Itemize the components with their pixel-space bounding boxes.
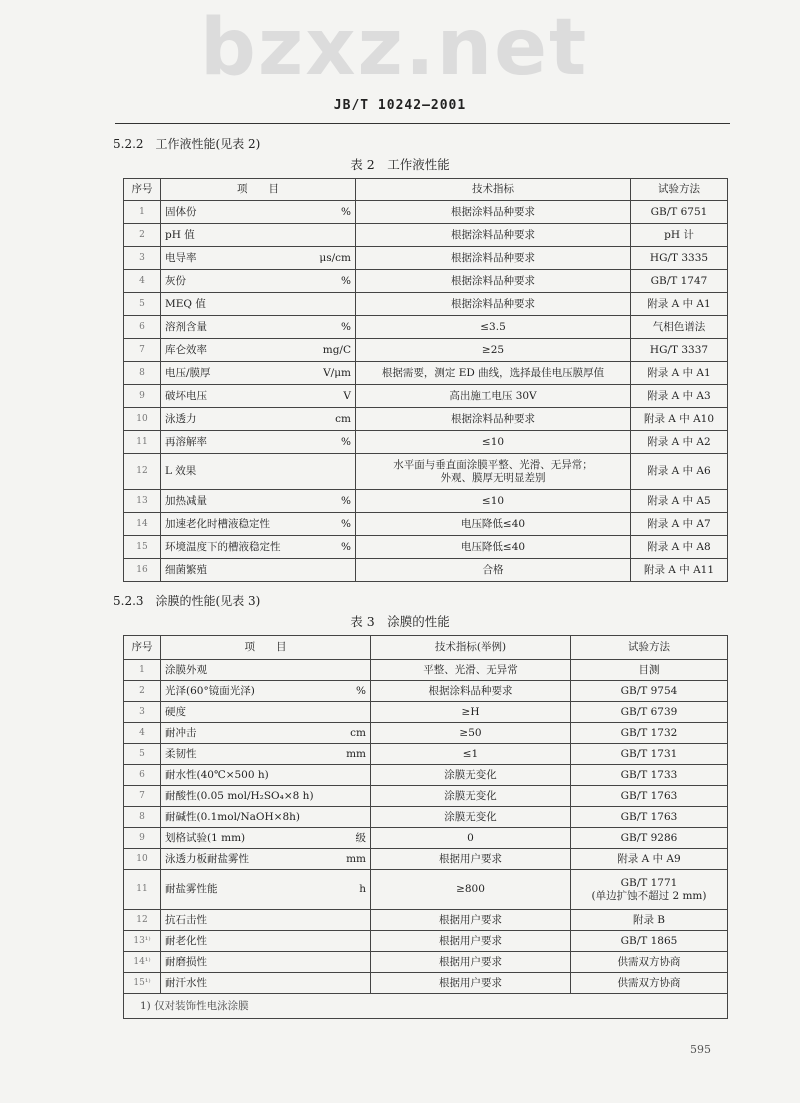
item-unit: % xyxy=(341,494,351,507)
item-name: 耐盐雾性能 xyxy=(165,883,218,895)
spec-cell xyxy=(356,385,631,408)
method-cell xyxy=(631,339,728,362)
table-row xyxy=(124,660,728,681)
table-row xyxy=(124,293,728,316)
row-number: 16 xyxy=(124,559,161,582)
standard-number-header: JB/T 10242—2001 xyxy=(333,98,467,113)
method-cell xyxy=(571,660,728,681)
method-cell xyxy=(571,765,728,786)
spec-text: ≤1 xyxy=(462,747,479,760)
table-row xyxy=(124,807,728,828)
section-heading-5-2-3: 5.2.3 涂膜的性能(见表 3) xyxy=(113,594,261,608)
method-text: pH 计 xyxy=(664,228,694,241)
table-row xyxy=(124,744,728,765)
item-name: 划格试验(1 mm) xyxy=(165,831,246,844)
column-header: 序号 xyxy=(124,636,161,660)
row-number: 9 xyxy=(124,828,161,849)
item-cell xyxy=(161,973,371,994)
item-cell xyxy=(161,828,371,849)
item-cell xyxy=(161,765,371,786)
page-number: 595 xyxy=(690,1043,711,1056)
item-cell xyxy=(161,490,356,513)
table-row xyxy=(124,681,728,702)
method-cell xyxy=(631,201,728,224)
spec-text: 根据用户要求 xyxy=(439,913,502,926)
item-unit: μs/cm xyxy=(319,251,351,264)
table-row xyxy=(124,201,728,224)
method-text: GB/T 1731 xyxy=(620,747,678,760)
method-cell xyxy=(631,385,728,408)
method-text: 附录 A 中 A10 xyxy=(643,412,715,425)
column-header: 技术指标(举例) xyxy=(371,636,571,660)
table-row xyxy=(124,702,728,723)
row-number: 6 xyxy=(124,765,161,786)
column-header: 试验方法 xyxy=(631,179,728,201)
method-text: GB/T 9754 xyxy=(620,684,678,697)
method-cell xyxy=(571,702,728,723)
table-row xyxy=(124,973,728,994)
spec-text: 根据涂料品种要求 xyxy=(451,297,535,310)
item-cell xyxy=(161,931,371,952)
item-name: 溶剂含量 xyxy=(165,320,207,333)
item-name: 耐碱性(0.1mol/NaOH×8h) xyxy=(165,810,301,823)
spec-text-line2: 外观、膜厚无明显差别 xyxy=(440,471,546,484)
table-header-row xyxy=(124,636,728,660)
method-text: 附录 A 中 A1 xyxy=(647,366,711,379)
item-name: 耐老化性 xyxy=(165,934,207,947)
section-heading-5-2-2: 5.2.2 工作液性能(见表 2) xyxy=(113,137,261,151)
spec-text: 0 xyxy=(467,831,474,844)
row-number: 4 xyxy=(124,723,161,744)
spec-cell xyxy=(371,660,571,681)
item-name: 耐酸性(0.05 mol/H₂SO₄×8 h) xyxy=(165,789,314,802)
spec-text: 根据涂料品种要求 xyxy=(451,274,535,287)
spec-text: 根据用户要求 xyxy=(439,955,502,968)
row-number: 1 xyxy=(124,201,161,224)
method-text: 目测 xyxy=(638,663,660,676)
spec-text: 根据涂料品种要求 xyxy=(451,205,535,218)
item-unit: cm xyxy=(350,726,366,739)
item-cell xyxy=(161,536,356,559)
method-text: GB/T 1865 xyxy=(620,934,678,947)
spec-text: 根据用户要求 xyxy=(439,976,502,989)
spec-cell xyxy=(356,454,631,490)
method-cell xyxy=(571,681,728,702)
method-text: GB/T 1733 xyxy=(620,768,678,781)
table-row xyxy=(124,513,728,536)
spec-text: ≥50 xyxy=(459,726,482,739)
spec-text: ≥H xyxy=(461,705,480,718)
watermark: bzxz.net xyxy=(200,3,589,93)
row-number: 11 xyxy=(124,870,161,910)
spec-text: 根据需要，测定 ED 曲线，选择最佳电压膜厚值 xyxy=(381,366,605,379)
item-name: 抗石击性 xyxy=(165,913,207,926)
method-text: 附录 A 中 A6 xyxy=(647,465,711,477)
item-cell xyxy=(161,870,371,910)
spec-cell xyxy=(356,316,631,339)
method-cell xyxy=(571,952,728,973)
table-row xyxy=(124,270,728,293)
row-number: 12 xyxy=(124,910,161,931)
method-cell xyxy=(631,362,728,385)
item-unit: % xyxy=(341,517,351,530)
spec-text: 根据涂料品种要求 xyxy=(451,251,535,264)
item-name: 耐水性(40℃×500 h) xyxy=(165,768,269,781)
item-unit: mm xyxy=(346,747,366,760)
table-row xyxy=(124,559,728,582)
item-cell xyxy=(161,293,356,316)
spec-text: 涂膜无变化 xyxy=(444,789,497,802)
spec-cell xyxy=(371,870,571,910)
item-cell xyxy=(161,270,356,293)
spec-cell xyxy=(371,765,571,786)
row-number: 3 xyxy=(124,702,161,723)
row-number: 13¹⁾ xyxy=(124,931,161,952)
spec-cell xyxy=(371,828,571,849)
spec-cell xyxy=(356,293,631,316)
item-name: pH 值 xyxy=(165,228,195,241)
item-cell xyxy=(161,316,356,339)
item-unit: % xyxy=(341,540,351,553)
spec-text: 根据涂料品种要求 xyxy=(428,684,513,697)
method-text: GB/T 6751 xyxy=(650,205,708,218)
spec-cell xyxy=(356,201,631,224)
spec-text: ≤10 xyxy=(481,435,505,448)
spec-text: 高出施工电压 30V xyxy=(449,389,537,402)
method-text: 附录 A 中 A8 xyxy=(647,540,711,553)
item-name: 耐冲击 xyxy=(165,726,197,739)
method-cell xyxy=(571,931,728,952)
spec-cell xyxy=(371,702,571,723)
method-text: 气相色谱法 xyxy=(652,320,706,333)
method-text: 供需双方协商 xyxy=(617,955,681,968)
spec-text: 根据用户要求 xyxy=(439,852,502,865)
item-cell xyxy=(161,910,371,931)
spec-cell xyxy=(371,849,571,870)
item-cell xyxy=(161,408,356,431)
item-cell xyxy=(161,224,356,247)
row-number: 7 xyxy=(124,786,161,807)
item-cell xyxy=(161,201,356,224)
method-text: 附录 A 中 A1 xyxy=(647,297,711,310)
spec-text: ≥25 xyxy=(481,343,505,356)
row-number: 8 xyxy=(124,807,161,828)
method-cell xyxy=(631,559,728,582)
column-header: 技术指标 xyxy=(356,179,631,201)
row-number: 13 xyxy=(124,490,161,513)
method-text: 附录 B xyxy=(632,913,666,926)
spec-cell xyxy=(356,513,631,536)
row-number: 5 xyxy=(124,744,161,765)
method-cell xyxy=(571,910,728,931)
row-number: 3 xyxy=(124,247,161,270)
method-text: GB/T 1732 xyxy=(620,726,678,739)
item-unit: % xyxy=(356,684,366,697)
spec-cell xyxy=(356,224,631,247)
column-header: 序号 xyxy=(124,179,161,201)
spec-cell xyxy=(356,559,631,582)
item-name: 加速老化时槽液稳定性 xyxy=(165,517,270,530)
spec-cell xyxy=(371,786,571,807)
table-row xyxy=(124,765,728,786)
spec-cell xyxy=(371,931,571,952)
method-cell xyxy=(571,849,728,870)
method-text: HG/T 3337 xyxy=(649,343,709,356)
item-name: 固体份 xyxy=(165,205,197,218)
spec-text: 涂膜无变化 xyxy=(444,768,497,781)
table-row xyxy=(124,224,728,247)
method-text-line2: (单边扩蚀不超过 2 mm) xyxy=(591,889,707,902)
item-cell xyxy=(161,786,371,807)
spec-text: 合格 xyxy=(482,563,504,576)
spec-cell xyxy=(371,952,571,973)
method-cell xyxy=(631,454,728,490)
table-row xyxy=(124,952,728,973)
item-cell xyxy=(161,362,356,385)
row-number: 15 xyxy=(124,536,161,559)
item-cell xyxy=(161,952,371,973)
spec-text: ≥800 xyxy=(456,883,485,895)
spec-text: 电压降低≤40 xyxy=(460,540,526,553)
item-name: 再溶解率 xyxy=(165,435,207,448)
spec-cell xyxy=(356,431,631,454)
item-name: 泳透力 xyxy=(165,412,197,425)
method-text: 附录 A 中 A11 xyxy=(643,563,715,576)
table-row xyxy=(124,339,728,362)
column-header: 项 目 xyxy=(161,179,356,201)
table-row xyxy=(124,828,728,849)
method-cell xyxy=(631,536,728,559)
row-number: 8 xyxy=(124,362,161,385)
spec-text: 电压降低≤40 xyxy=(460,517,526,530)
item-name: 耐磨损性 xyxy=(165,955,207,968)
method-text: GB/T 1763 xyxy=(620,789,678,802)
spec-cell xyxy=(356,270,631,293)
spec-cell xyxy=(371,910,571,931)
item-unit: % xyxy=(341,320,351,333)
table-header-row xyxy=(124,179,728,201)
table-row xyxy=(124,247,728,270)
row-number: 5 xyxy=(124,293,161,316)
method-cell xyxy=(631,247,728,270)
item-cell xyxy=(161,849,371,870)
column-header: 项 目 xyxy=(161,636,371,660)
table-row xyxy=(124,723,728,744)
method-cell xyxy=(631,293,728,316)
spec-cell xyxy=(371,973,571,994)
item-unit: % xyxy=(341,274,351,287)
spec-text: 根据涂料品种要求 xyxy=(451,228,535,241)
item-cell xyxy=(161,660,371,681)
table-row xyxy=(124,362,728,385)
spec-text: 水平面与垂直面涂膜平整、光滑、无异常； xyxy=(393,458,593,471)
row-number: 10 xyxy=(124,408,161,431)
method-cell xyxy=(571,973,728,994)
column-header: 试验方法 xyxy=(571,636,728,660)
method-cell xyxy=(571,870,728,910)
item-name: 硬度 xyxy=(165,705,186,718)
spec-text: 根据涂料品种要求 xyxy=(451,412,535,425)
spec-text: 平整、光滑、无异常 xyxy=(423,663,518,676)
spec-cell xyxy=(371,723,571,744)
row-number: 9 xyxy=(124,385,161,408)
spec-cell xyxy=(356,362,631,385)
table-row xyxy=(124,786,728,807)
method-cell xyxy=(631,490,728,513)
method-cell xyxy=(631,513,728,536)
item-cell xyxy=(161,723,371,744)
row-number: 14 xyxy=(124,513,161,536)
header-rule xyxy=(115,123,730,124)
table-2-working-fluid xyxy=(123,178,728,582)
item-name: 光泽(60°镜面光泽) xyxy=(165,684,255,697)
item-name: 破坏电压 xyxy=(165,389,207,402)
footnote-row xyxy=(124,994,728,1019)
method-cell xyxy=(631,270,728,293)
method-cell xyxy=(571,807,728,828)
item-cell xyxy=(161,513,356,536)
item-unit: mg/C xyxy=(322,343,351,356)
item-cell xyxy=(161,744,371,765)
item-name: 涂膜外观 xyxy=(165,663,207,676)
item-unit: h xyxy=(359,883,366,895)
method-cell xyxy=(571,723,728,744)
item-cell xyxy=(161,431,356,454)
method-text: GB/T 1771 xyxy=(620,876,678,889)
spec-cell xyxy=(356,490,631,513)
item-cell xyxy=(161,454,356,490)
method-cell xyxy=(631,224,728,247)
item-unit: 级 xyxy=(355,831,366,844)
method-text: 附录 A 中 A3 xyxy=(647,389,711,402)
method-text: GB/T 1763 xyxy=(620,810,678,823)
item-unit: mm xyxy=(346,852,366,865)
item-unit: % xyxy=(341,205,351,218)
table-row xyxy=(124,385,728,408)
item-cell xyxy=(161,385,356,408)
item-unit: cm xyxy=(335,412,351,425)
item-name: MEQ 值 xyxy=(165,297,206,310)
spec-text: 涂膜无变化 xyxy=(444,810,497,823)
table-row xyxy=(124,431,728,454)
row-number: 14¹⁾ xyxy=(124,952,161,973)
row-number: 11 xyxy=(124,431,161,454)
item-unit: V/μm xyxy=(323,366,351,379)
item-cell xyxy=(161,559,356,582)
method-text: GB/T 1747 xyxy=(650,274,708,287)
method-cell xyxy=(571,744,728,765)
row-number: 6 xyxy=(124,316,161,339)
row-number: 12 xyxy=(124,454,161,490)
method-text: 附录 A 中 A9 xyxy=(617,852,681,865)
footnote: 1) 仅对装饰性电泳涂膜 xyxy=(124,994,728,1019)
method-cell xyxy=(631,431,728,454)
item-cell xyxy=(161,681,371,702)
row-number: 2 xyxy=(124,224,161,247)
method-cell xyxy=(631,408,728,431)
table-row xyxy=(124,910,728,931)
item-name: 电导率 xyxy=(165,251,197,264)
item-cell xyxy=(161,339,356,362)
method-text: 供需双方协商 xyxy=(617,976,681,989)
spec-cell xyxy=(356,247,631,270)
item-name: 灰份 xyxy=(165,274,186,287)
row-number: 7 xyxy=(124,339,161,362)
row-number: 2 xyxy=(124,681,161,702)
table-3-coating-film xyxy=(123,635,728,1019)
row-number: 4 xyxy=(124,270,161,293)
table-row xyxy=(124,490,728,513)
spec-text: ≤10 xyxy=(481,494,505,507)
spec-cell xyxy=(371,681,571,702)
item-name: 加热减量 xyxy=(165,494,207,507)
method-cell xyxy=(631,316,728,339)
table-row xyxy=(124,408,728,431)
item-name: 库仑效率 xyxy=(165,343,207,356)
spec-text: 根据用户要求 xyxy=(439,934,502,947)
spec-cell xyxy=(371,744,571,765)
table-3-title: 表 3 涂膜的性能 xyxy=(350,614,450,629)
method-text: GB/T 9286 xyxy=(620,831,678,844)
item-cell xyxy=(161,247,356,270)
item-name: 细菌繁殖 xyxy=(165,563,207,576)
item-name: 环境温度下的槽液稳定性 xyxy=(165,540,281,553)
method-text: 附录 A 中 A7 xyxy=(647,517,711,530)
table-row xyxy=(124,931,728,952)
method-text: 附录 A 中 A5 xyxy=(647,494,711,507)
table-row xyxy=(124,454,728,490)
method-text: 附录 A 中 A2 xyxy=(647,435,711,448)
row-number: 1 xyxy=(124,660,161,681)
item-cell xyxy=(161,702,371,723)
table-2-title: 表 2 工作液性能 xyxy=(350,157,450,172)
table-row xyxy=(124,870,728,910)
row-number: 10 xyxy=(124,849,161,870)
spec-cell xyxy=(356,339,631,362)
method-text: GB/T 6739 xyxy=(620,705,678,718)
item-unit: V xyxy=(343,389,351,402)
spec-cell xyxy=(371,807,571,828)
table-row xyxy=(124,849,728,870)
item-name: 耐汗水性 xyxy=(165,976,207,989)
item-name: 泳透力板耐盐雾性 xyxy=(165,852,249,865)
spec-cell xyxy=(356,408,631,431)
spec-text: ≤3.5 xyxy=(480,320,506,333)
row-number: 15¹⁾ xyxy=(124,973,161,994)
method-cell xyxy=(571,828,728,849)
item-name: 电压/膜厚 xyxy=(165,366,211,379)
table-row xyxy=(124,316,728,339)
spec-cell xyxy=(356,536,631,559)
table-row xyxy=(124,536,728,559)
item-name: L 效果 xyxy=(165,465,197,477)
item-name: 柔韧性 xyxy=(165,747,197,760)
item-cell xyxy=(161,807,371,828)
item-unit: % xyxy=(341,435,351,448)
method-cell xyxy=(571,786,728,807)
method-text: HG/T 3335 xyxy=(649,251,709,264)
